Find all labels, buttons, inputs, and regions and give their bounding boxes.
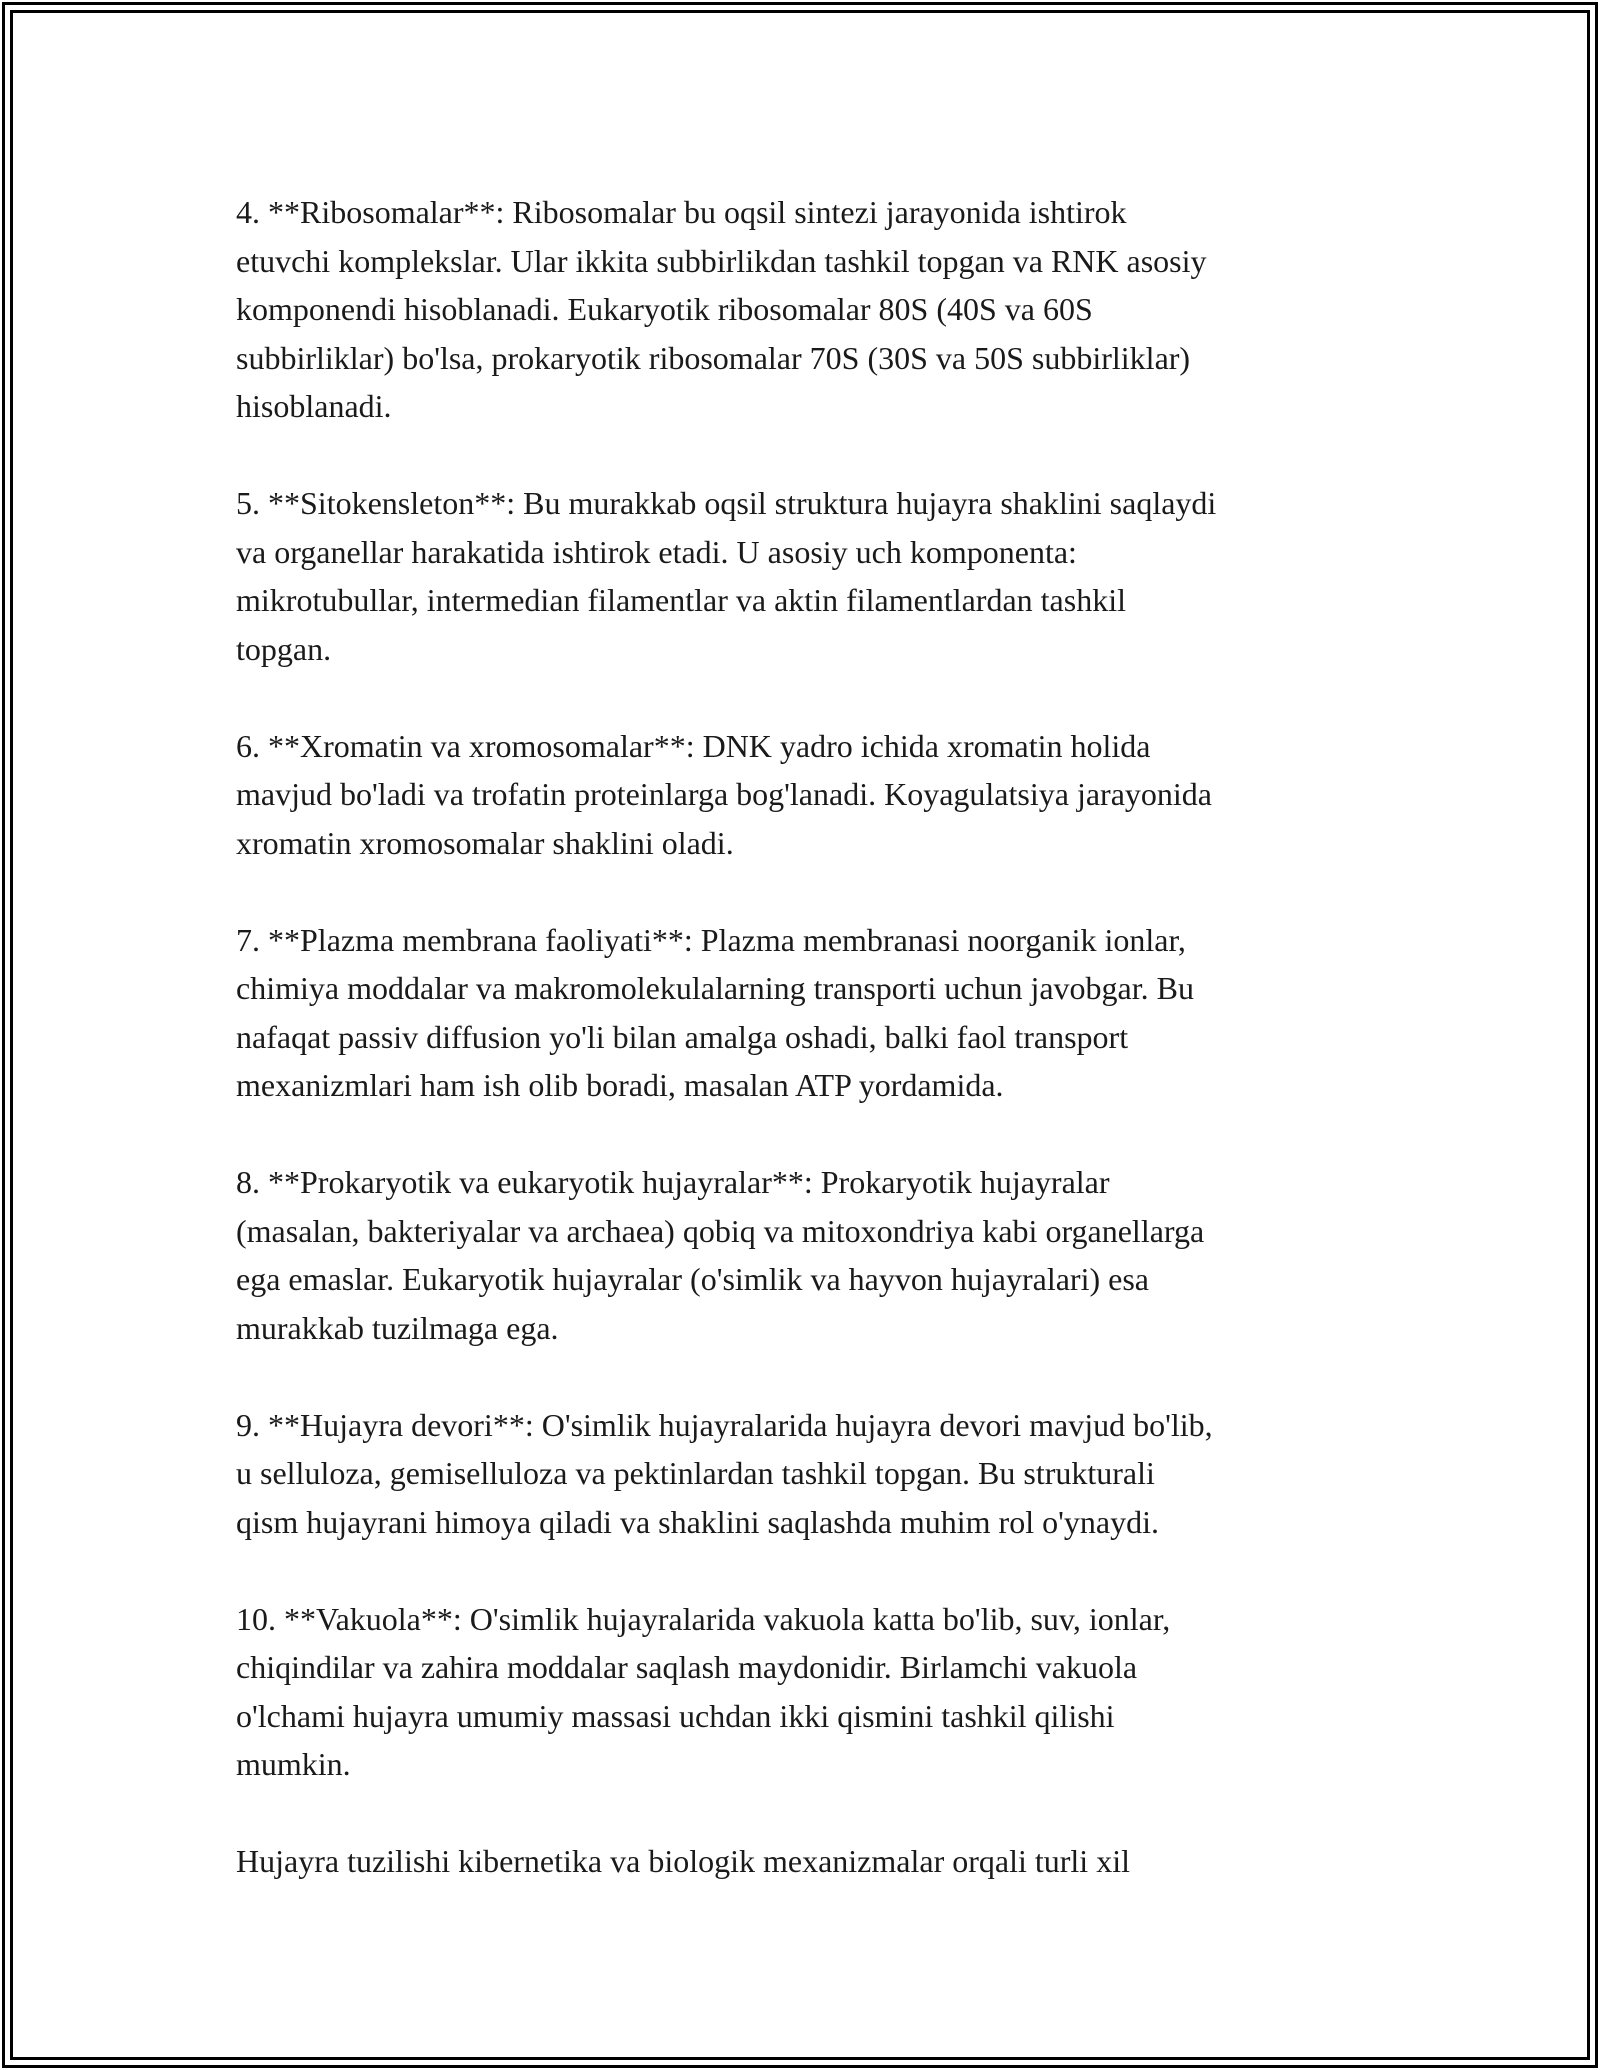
paragraph-closing: Hujayra tuzilishi kibernetika va biologik mexanizmalar orqali turli xil [236,1843,1130,1879]
paragraph-xromatin: 6. **Xromatin va xromosomalar**: DNK yadro ichida xromatin holida mavjud bo'ladi va trofatin proteinlarga bog'lanadi. Koyagulatsiya jarayonida xromatin xromosomalar shaklini oladi. [236,727,1212,861]
paragraph-ribosomalar: 4. **Ribosomalar**: Ribosomalar bu oqsil sintezi jarayonida ishtirok etuvchi komplekslar. Ular ikkita subbirlikdan tashkil topgan va RNK asosiy komponendi hisoblanadi. Eukaryotik ribosomalar 80S (40S va 60S subbirliklar) bo'lsa, prokaryotik ribosomalar 70S (30S va 50S subbirliklar) hisoblanadi. [236,194,1207,424]
paragraph-hujayra-devori: 9. **Hujayra devori**: O'simlik hujayralarida hujayra devori mavjud bo'lib, u selluloza, gemiselluloza va pektinlardan tashkil topgan. Bu strukturali qism hujayrani himoya qiladi va shaklini saqlashda muhim rol o'ynaydi. [236,1406,1213,1540]
paragraph-plazma-membrana: 7. **Plazma membrana faoliyati**: Plazma membranasi noorganik ionlar, chimiya moddalar va makromolekulalarning transporti uchun javobgar. Bu nafaqat passiv diffusion yo'li bilan amalga oshadi, balki faol transport mexanizmlari ham ish olib boradi, masalan ATP yordamida. [236,921,1194,1103]
paragraph-prokaryotik-eukaryotik: 8. **Prokaryotik va eukaryotik hujayralar**: Prokaryotik hujayralar (masalan, bakteriyalar va archaea) qobiq va mitoxondriya kabi organellarga ega emaslar. Eukaryotik hujayralar (o'simlik va hayvon hujayralari) esa murakkab tuzilmaga ega. [236,1164,1205,1346]
paragraph-vakuola: 10. **Vakuola**: O'simlik hujayralarida vakuola katta bo'lib, suv, ionlar, chiqindilar va zahira moddalar saqlash maydonidir. Birlamchi vakuola o'lchami hujayra umumiy massasi uchdan ikki qismini tashkil qilishi mumkin. [236,1600,1171,1782]
paragraph-sitokensleton: 5. **Sitokensleton**: Bu murakkab oqsil struktura hujayra shaklini saqlaydi va organellar harakatida ishtirok etadi. U asosiy uch komponenta: mikrotubullar, intermedian filamentlar va aktin filamentlardan tashkil topgan. [236,485,1217,667]
document-body [236,188,1376,1934]
